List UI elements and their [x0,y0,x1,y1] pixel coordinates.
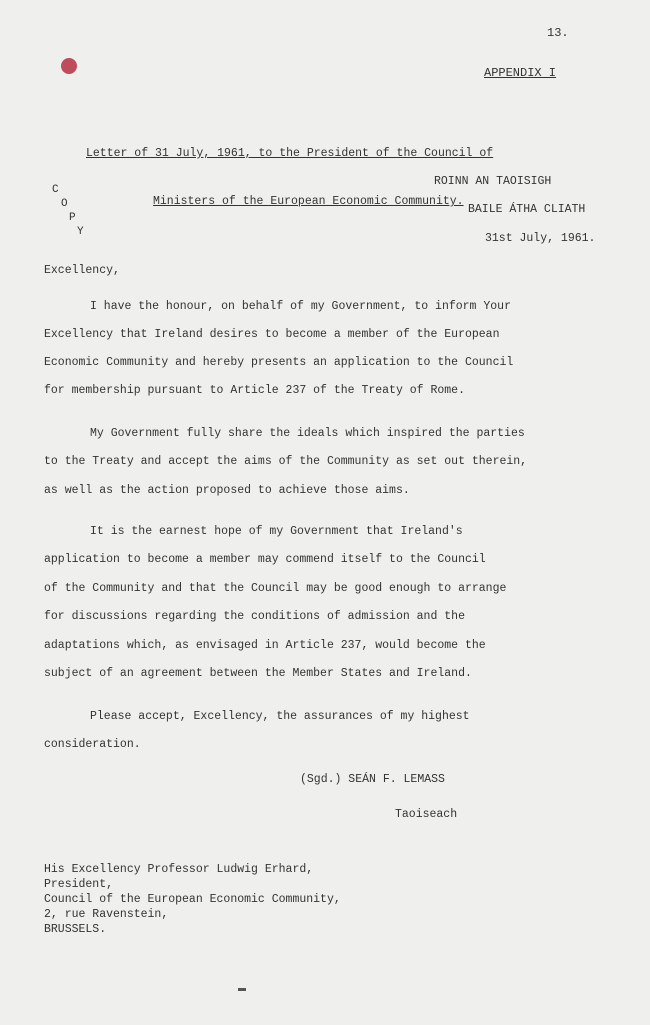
paragraph-3-line: of the Community and that the Council may be good enough to arrange [44,582,507,595]
recipient-line: His Excellency Professor Ludwig Erhard, [44,863,314,876]
paragraph-1-line: for membership pursuant to Article 237 of the Treaty of Rome. [44,384,465,397]
salutation: Excellency, [44,264,120,277]
subject-line-2: Ministers of the European Economic Community. [153,195,464,208]
copy-letter-o: O [61,198,68,210]
sender-department: ROINN AN TAOISIGH [434,175,552,188]
paragraph-1-line: Economic Community and hereby presents an application to the Council [44,356,514,369]
signature-title: Taoiseach [395,808,458,821]
letter-date: 31st July, 1961. [485,232,596,245]
sender-city: BAILE ÁTHA CLIATH [468,203,586,216]
paragraph-2-line: as well as the action proposed to achieve those aims. [44,484,410,497]
paragraph-1-line: I have the honour, on behalf of my Government, to inform Your [90,300,511,313]
recipient-line: President, [44,878,114,891]
recipient-line: Council of the European Economic Community, [44,893,341,906]
paragraph-3-line: application to become a member may commend itself to the Council [44,553,486,566]
subject-line-1: Letter of 31 July, 1961, to the President of the Council of [86,147,494,160]
page-number: 13. [547,26,569,40]
appendix-heading: APPENDIX I [484,66,557,80]
signature-line: (Sgd.) SEÁN F. LEMASS [300,773,445,786]
recipient-line: 2, rue Ravenstein, [44,908,169,921]
paragraph-3-line: adaptations which, as envisaged in Article 237, would become the [44,639,486,652]
recipient-line: BRUSSELS. [44,923,107,936]
letter-subject [86,114,493,242]
paragraph-3-line: subject of an agreement between the Member States and Ireland. [44,667,472,680]
paragraph-3-line: for discussions regarding the conditions of admission and the [44,610,465,623]
red-ink-mark [61,58,77,74]
paragraph-1-line: Excellency that Ireland desires to become a member of the European [44,328,500,341]
closing-line: consideration. [44,738,141,751]
copy-letter-p: P [69,212,76,224]
paragraph-3-line: It is the earnest hope of my Government that Ireland's [90,525,463,538]
copy-letter-c: C [52,184,59,196]
copy-letter-y: Y [77,226,84,238]
paragraph-2-line: to the Treaty and accept the aims of the Community as set out therein, [44,455,528,468]
page-mark [238,988,246,991]
closing-line: Please accept, Excellency, the assurances of my highest [90,710,470,723]
paragraph-2-line: My Government fully share the ideals which inspired the parties [90,427,525,440]
